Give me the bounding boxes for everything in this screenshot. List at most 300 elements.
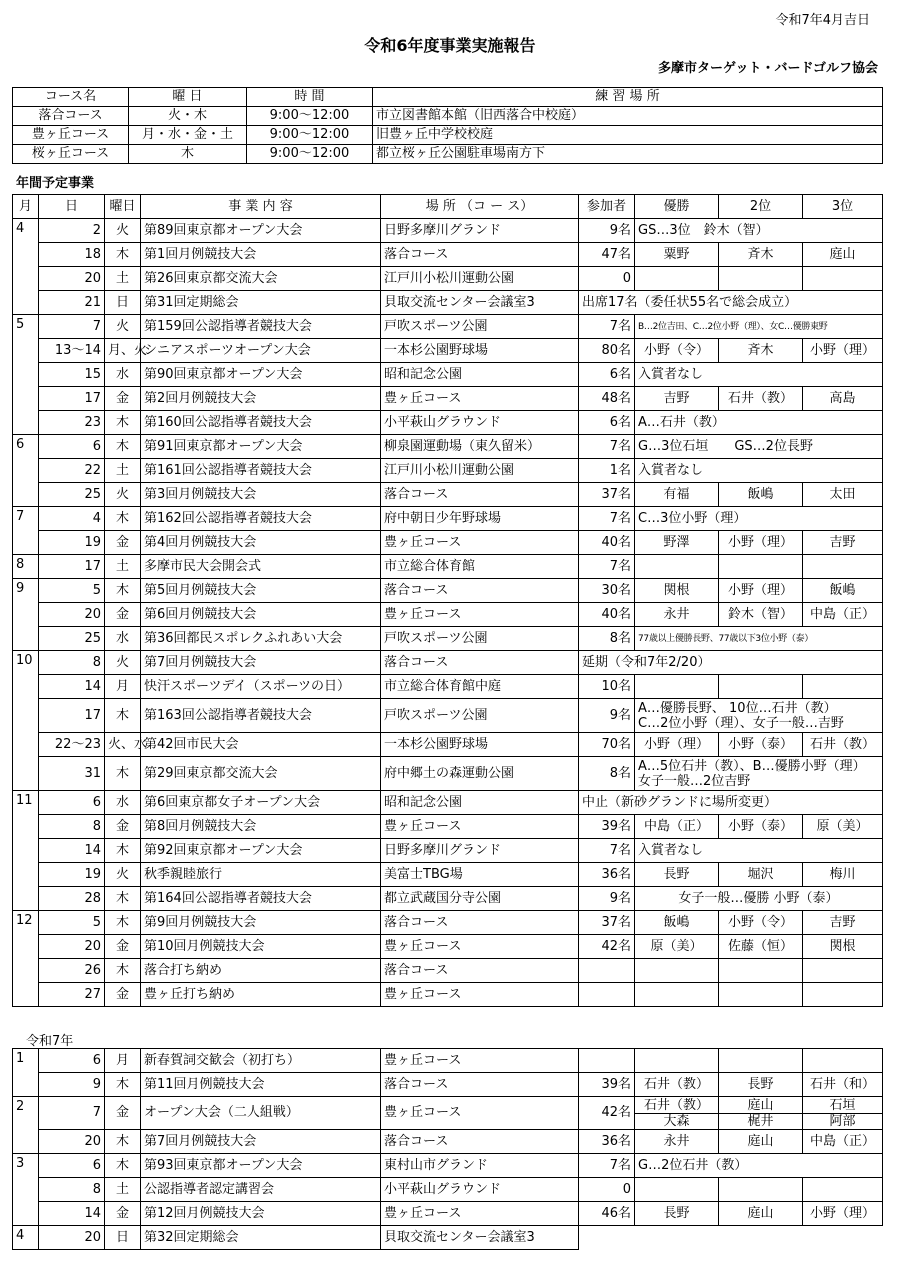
header-event: 事 業 内 容 (141, 195, 381, 219)
event-cell: 公認指導者認定講習会 (141, 1178, 381, 1202)
second-place-cell: 石井（教） (719, 387, 803, 411)
place-cell: 落合コース (381, 651, 579, 675)
schedule-row (13, 459, 883, 483)
day-cell: 17 (39, 699, 105, 733)
weekday-cell: 火 (105, 483, 141, 507)
second-place-cell: 小野（泰） (719, 815, 803, 839)
event-cell: 第11回月例競技大会 (141, 1073, 381, 1097)
day-cell: 20 (39, 1130, 105, 1154)
participants-cell: 40名 (579, 531, 635, 555)
place-cell: 豊ヶ丘コース (381, 387, 579, 411)
second-place-cell: 鈴木（智） (719, 603, 803, 627)
participants-cell: 39名 (579, 815, 635, 839)
result-note-line: A…優勝長野、 10位…石井（教） (638, 700, 837, 716)
event-cell: 第5回月例競技大会 (141, 579, 381, 603)
event-cell: 第6回月例競技大会 (141, 603, 381, 627)
event-cell: 第2回月例競技大会 (141, 387, 381, 411)
schedule-row (13, 315, 883, 339)
result-note-line: A…5位石井（教）、B…優勝小野（理） (638, 758, 866, 774)
course-days: 火・木 (129, 107, 247, 126)
course-days: 木 (129, 145, 247, 164)
day-cell: 5 (39, 911, 105, 935)
weekday-cell: 火 (105, 651, 141, 675)
weekday-cell: 金 (105, 935, 141, 959)
course-row (13, 126, 883, 145)
event-cell: 落合打ち納め (141, 959, 381, 983)
second-place-cell: 斉木 (719, 243, 803, 267)
place-cell: 府中郷土の森運動公園 (381, 757, 579, 791)
third-place-cell: 関根 (803, 935, 883, 959)
schedule-row (13, 815, 883, 839)
pair-player-b: 阿部 (803, 1113, 882, 1129)
weekday-cell: 木 (105, 887, 141, 911)
weekday-cell: 日 (105, 1226, 141, 1250)
second-place-cell (719, 675, 803, 699)
day-cell: 13～14 (39, 339, 105, 363)
day-cell: 4 (39, 507, 105, 531)
day-cell: 14 (39, 675, 105, 699)
month-cell: 11 (13, 791, 39, 911)
first-place-cell: 吉野 (635, 387, 719, 411)
participants-cell: 48名 (579, 387, 635, 411)
weekday-cell: 金 (105, 603, 141, 627)
event-cell: 豊ヶ丘打ち納め (141, 983, 381, 1007)
day-cell: 20 (39, 603, 105, 627)
place-cell: 落合コース (381, 483, 579, 507)
schedule-row (13, 1202, 883, 1226)
schedule-row (13, 699, 883, 733)
second-place-cell: 庭山 (719, 1130, 803, 1154)
third-place-cell: 中島（正） (803, 1130, 883, 1154)
schedule-row (13, 911, 883, 935)
place-cell: 落合コース (381, 959, 579, 983)
weekday-cell: 金 (105, 815, 141, 839)
place-cell: 日野多摩川グランド (381, 219, 579, 243)
weekday-cell: 木 (105, 699, 141, 733)
participants-cell: 7名 (579, 839, 635, 863)
course-table (12, 87, 883, 164)
first-place-cell (635, 1178, 719, 1202)
participants-cell: 7名 (579, 555, 635, 579)
month-cell: 5 (13, 315, 39, 435)
event-cell: 快汗スポーツデイ（スポーツの日） (141, 675, 381, 699)
third-place-cell: 小野（理） (803, 339, 883, 363)
weekday-cell: 水 (105, 791, 141, 815)
event-cell: 多摩市民大会開会式 (141, 555, 381, 579)
course-name: 落合コース (13, 107, 129, 126)
course-days: 月・水・金・土 (129, 126, 247, 145)
place-cell: 豊ヶ丘コース (381, 815, 579, 839)
day-cell: 20 (39, 1226, 105, 1250)
course-row (13, 107, 883, 126)
schedule-row (13, 411, 883, 435)
course-time: 9:00～12:00 (247, 145, 373, 164)
second-place-cell: 堀沢 (719, 863, 803, 887)
pair-cell (803, 1097, 883, 1130)
place-cell: 小平萩山グラウンド (381, 1178, 579, 1202)
header-participants: 参加者 (579, 195, 635, 219)
page-title: 令和6年度事業実施報告 (364, 36, 536, 55)
place-cell: 豊ヶ丘コース (381, 935, 579, 959)
event-cell: 第1回月例競技大会 (141, 243, 381, 267)
day-cell: 22～23 (39, 733, 105, 757)
month-cell: 9 (13, 579, 39, 651)
day-cell: 8 (39, 1178, 105, 1202)
weekday-cell: 日 (105, 291, 141, 315)
event-cell: 第89回東京都オープン大会 (141, 219, 381, 243)
day-cell: 22 (39, 459, 105, 483)
participants-cell: 9名 (579, 699, 635, 733)
day-cell: 5 (39, 579, 105, 603)
place-cell: 豊ヶ丘コース (381, 983, 579, 1007)
second-place-cell: 斉木 (719, 339, 803, 363)
participants-cell: 36名 (579, 863, 635, 887)
schedule-row (13, 363, 883, 387)
second-place-cell: 小野（理） (719, 531, 803, 555)
place-cell: 豊ヶ丘コース (381, 531, 579, 555)
header-second: 2位 (719, 195, 803, 219)
result-note-cell: 入賞者なし (635, 839, 883, 863)
third-place-cell (803, 983, 883, 1007)
place-cell: 東村山市グランド (381, 1154, 579, 1178)
schedule-row (13, 531, 883, 555)
schedule-row (13, 267, 883, 291)
weekday-cell: 水 (105, 627, 141, 651)
first-place-cell: 永井 (635, 1130, 719, 1154)
day-cell: 14 (39, 839, 105, 863)
weekday-cell: 金 (105, 1097, 141, 1130)
second-place-cell: 長野 (719, 1073, 803, 1097)
day-cell: 25 (39, 483, 105, 507)
third-place-cell: 中島（正） (803, 603, 883, 627)
weekday-cell: 火 (105, 315, 141, 339)
participants-cell: 7名 (579, 435, 635, 459)
result-note-cell: G…3位石垣 GS…2位長野 (635, 435, 883, 459)
result-note-cell: 延期（令和7年2/20） (579, 651, 883, 675)
third-place-cell (803, 1049, 883, 1073)
report-date: 令和7年4月吉日 (775, 13, 870, 28)
schedule-table (12, 194, 883, 1007)
event-cell: 第159回公認指導者競技大会 (141, 315, 381, 339)
place-cell: 落合コース (381, 1130, 579, 1154)
pair-player-a: 石垣 (829, 1097, 856, 1113)
participants-cell: 40名 (579, 603, 635, 627)
schedule-row (13, 675, 883, 699)
event-cell: 第162回公認指導者競技大会 (141, 507, 381, 531)
weekday-cell: 水 (105, 363, 141, 387)
day-cell: 6 (39, 791, 105, 815)
event-cell: 第10回月例競技大会 (141, 935, 381, 959)
first-place-cell (635, 1049, 719, 1073)
participants-cell (579, 1049, 635, 1073)
third-place-cell (803, 267, 883, 291)
day-cell: 7 (39, 315, 105, 339)
place-cell: 都立武蔵国分寺公園 (381, 887, 579, 911)
schedule-row (13, 935, 883, 959)
course-time: 9:00～12:00 (247, 107, 373, 126)
schedule-body (13, 195, 883, 1007)
result-note-cell: 女子一般…優勝 小野（泰） (635, 887, 883, 911)
pair-player-a: 庭山 (747, 1097, 774, 1113)
place-cell: 貝取交流センター会議室3 (381, 291, 579, 315)
event-cell: 第4回月例競技大会 (141, 531, 381, 555)
weekday-cell: 木 (105, 243, 141, 267)
month-cell: 8 (13, 555, 39, 579)
participants-cell: 0 (579, 1178, 635, 1202)
day-cell: 6 (39, 1154, 105, 1178)
result-note-cell: A…石井（教） (635, 411, 883, 435)
day-cell: 15 (39, 363, 105, 387)
schedule-row (13, 651, 883, 675)
place-cell: 市立総合体育館 (381, 555, 579, 579)
third-place-cell (803, 675, 883, 699)
schedule-row (13, 243, 883, 267)
place-cell: 美富士TBG場 (381, 863, 579, 887)
third-place-cell: 飯嶋 (803, 579, 883, 603)
first-place-cell: 粟野 (635, 243, 719, 267)
place-cell: 貝取交流センター会議室3 (381, 1226, 579, 1250)
place-cell: 一本杉公園野球場 (381, 733, 579, 757)
schedule-row (13, 1097, 883, 1130)
participants-cell: 39名 (579, 1073, 635, 1097)
first-place-cell: 石井（教） (635, 1073, 719, 1097)
weekday-cell: 金 (105, 531, 141, 555)
event-cell: 第6回東京都女子オープン大会 (141, 791, 381, 815)
result-note-cell: 77歳以上優勝長野、77歳以下3位小野（泰） (635, 627, 883, 651)
pair-cell (719, 1097, 803, 1130)
first-place-cell: 野澤 (635, 531, 719, 555)
schedule-section-label: 年間予定事業 (16, 176, 95, 191)
third-place-cell: 石井（和） (803, 1073, 883, 1097)
place-cell: 一本杉公園野球場 (381, 339, 579, 363)
weekday-cell: 土 (105, 1178, 141, 1202)
day-cell: 17 (39, 555, 105, 579)
third-place-cell (803, 959, 883, 983)
weekday-cell: 火 (105, 219, 141, 243)
weekday-cell: 土 (105, 459, 141, 483)
schedule-row (13, 757, 883, 791)
first-place-cell: 有福 (635, 483, 719, 507)
result-note-line: C…2位小野（理）、女子一般…吉野 (638, 715, 844, 731)
second-place-cell: 佐藤（恒） (719, 935, 803, 959)
first-place-cell (635, 675, 719, 699)
event-cell: オープン大会（二人組戦） (141, 1097, 381, 1130)
place-cell: 昭和記念公園 (381, 791, 579, 815)
place-cell: 昭和記念公園 (381, 363, 579, 387)
schedule-row (13, 603, 883, 627)
header-place: 場 所 （コ ー ス） (381, 195, 579, 219)
year2-label: 令和7年 (26, 1034, 74, 1049)
result-note-cell: 入賞者なし (635, 459, 883, 483)
day-cell: 26 (39, 959, 105, 983)
event-cell: 新春賀詞交歓会（初打ち） (141, 1049, 381, 1073)
day-cell: 23 (39, 411, 105, 435)
day-cell: 19 (39, 863, 105, 887)
result-note-cell (635, 699, 883, 733)
second-place-cell: 小野（理） (719, 579, 803, 603)
weekday-cell: 金 (105, 387, 141, 411)
participants-cell (579, 983, 635, 1007)
first-place-cell: 小野（令） (635, 339, 719, 363)
participants-cell: 6名 (579, 363, 635, 387)
third-place-cell: 梅川 (803, 863, 883, 887)
result-note-cell: 入賞者なし (635, 363, 883, 387)
participants-cell: 1名 (579, 459, 635, 483)
event-cell: 第164回公認指導者競技大会 (141, 887, 381, 911)
event-cell: 第92回東京都オープン大会 (141, 839, 381, 863)
event-cell: 第9回月例競技大会 (141, 911, 381, 935)
participants-cell: 8名 (579, 757, 635, 791)
event-cell: 第90回東京都オープン大会 (141, 363, 381, 387)
event-cell: 第163回公認指導者競技大会 (141, 699, 381, 733)
weekday-cell: 木 (105, 757, 141, 791)
place-cell: 落合コース (381, 579, 579, 603)
month-cell: 4 (13, 1226, 39, 1250)
weekday-cell: 土 (105, 555, 141, 579)
participants-cell: 37名 (579, 483, 635, 507)
day-cell: 17 (39, 387, 105, 411)
participants-cell: 6名 (579, 411, 635, 435)
day-cell: 6 (39, 1049, 105, 1073)
event-cell: 第160回公認指導者競技大会 (141, 411, 381, 435)
result-note-cell: C…3位小野（理） (635, 507, 883, 531)
second-place-cell (719, 959, 803, 983)
second-place-cell (719, 983, 803, 1007)
weekday-cell: 木 (105, 839, 141, 863)
day-cell: 8 (39, 815, 105, 839)
course-place: 市立図書館本館（旧西落合中校庭） (373, 107, 883, 126)
schedule-row (13, 339, 883, 363)
first-place-cell: 原（美） (635, 935, 719, 959)
course-header-days: 曜 日 (129, 88, 247, 107)
schedule-row (13, 219, 883, 243)
day-cell: 9 (39, 1073, 105, 1097)
weekday-cell: 火、水 (105, 733, 141, 757)
course-header-name: コース名 (13, 88, 129, 107)
schedule-row (13, 863, 883, 887)
header-day: 日 (39, 195, 105, 219)
event-cell: 第8回月例競技大会 (141, 815, 381, 839)
weekday-cell: 木 (105, 507, 141, 531)
header-weekday: 曜日 (105, 195, 141, 219)
schedule-table-2025 (12, 1048, 883, 1250)
course-header-row (13, 88, 883, 107)
day-cell: 8 (39, 651, 105, 675)
first-place-cell: 小野（理） (635, 733, 719, 757)
course-place: 旧豊ヶ丘中学校校庭 (373, 126, 883, 145)
result-note-cell: 中止（新砂グランドに場所変更） (579, 791, 883, 815)
result-note-cell: 出席17名（委任状55名で総会成立） (579, 291, 883, 315)
header-month: 月 (13, 195, 39, 219)
participants-cell: 42名 (579, 935, 635, 959)
second-place-cell: 小野（泰） (719, 733, 803, 757)
third-place-cell: 原（美） (803, 815, 883, 839)
day-cell: 19 (39, 531, 105, 555)
participants-cell: 8名 (579, 627, 635, 651)
third-place-cell: 小野（理） (803, 1202, 883, 1226)
month-cell: 12 (13, 911, 39, 1007)
weekday-cell: 金 (105, 1202, 141, 1226)
place-cell: 戸吹スポーツ公園 (381, 627, 579, 651)
schedule-row (13, 839, 883, 863)
participants-cell: 7名 (579, 507, 635, 531)
schedule-row (13, 1073, 883, 1097)
weekday-cell: 木 (105, 1073, 141, 1097)
third-place-cell (803, 555, 883, 579)
day-cell: 18 (39, 243, 105, 267)
weekday-cell: 月 (105, 675, 141, 699)
event-cell: 第26回東京都交流大会 (141, 267, 381, 291)
place-cell: 江戸川小松川運動公園 (381, 267, 579, 291)
course-row (13, 145, 883, 164)
third-place-cell: 庭山 (803, 243, 883, 267)
place-cell: 府中朝日少年野球場 (381, 507, 579, 531)
third-place-cell: 石井（教） (803, 733, 883, 757)
place-cell: 落合コース (381, 911, 579, 935)
schedule-row (13, 1226, 883, 1250)
course-name: 豊ヶ丘コース (13, 126, 129, 145)
day-cell: 2 (39, 219, 105, 243)
month-cell: 6 (13, 435, 39, 507)
day-cell: 31 (39, 757, 105, 791)
pair-player-b: 梶井 (719, 1113, 802, 1129)
organization-name: 多摩市ターゲット・バードゴルフ協会 (658, 61, 878, 76)
place-cell: 日野多摩川グランド (381, 839, 579, 863)
schedule-row (13, 579, 883, 603)
day-cell: 20 (39, 267, 105, 291)
schedule-row (13, 1130, 883, 1154)
schedule-row (13, 507, 883, 531)
result-note-cell: B…2位吉田、C…2位小野（理）、女C…優勝東野 (635, 315, 883, 339)
schedule-row (13, 555, 883, 579)
weekday-cell: 土 (105, 267, 141, 291)
header-first: 優勝 (635, 195, 719, 219)
weekday-cell: 木 (105, 911, 141, 935)
participants-cell: 80名 (579, 339, 635, 363)
first-place-cell: 長野 (635, 1202, 719, 1226)
first-place-cell: 関根 (635, 579, 719, 603)
month-cell: 1 (13, 1049, 39, 1097)
schedule-row (13, 1178, 883, 1202)
schedule-row (13, 627, 883, 651)
event-cell: 第36回都民スポレクふれあい大会 (141, 627, 381, 651)
schedule-row (13, 1049, 883, 1073)
place-cell: 江戸川小松川運動公園 (381, 459, 579, 483)
event-cell: 第91回東京都オープン大会 (141, 435, 381, 459)
place-cell: 豊ヶ丘コース (381, 1049, 579, 1073)
participants-cell: 46名 (579, 1202, 635, 1226)
participants-cell: 30名 (579, 579, 635, 603)
participants-cell: 36名 (579, 1130, 635, 1154)
event-cell: 第161回公認指導者競技大会 (141, 459, 381, 483)
participants-cell: 47名 (579, 243, 635, 267)
schedule-row (13, 983, 883, 1007)
participants-cell: 37名 (579, 911, 635, 935)
event-cell: 秋季親睦旅行 (141, 863, 381, 887)
weekday-cell: 金 (105, 983, 141, 1007)
place-cell: 柳泉園運動場（東久留米） (381, 435, 579, 459)
first-place-cell (635, 267, 719, 291)
event-cell: 第7回月例競技大会 (141, 651, 381, 675)
weekday-cell: 木 (105, 435, 141, 459)
result-note-cell (635, 757, 883, 791)
participants-cell: 10名 (579, 675, 635, 699)
event-cell: 第93回東京都オープン大会 (141, 1154, 381, 1178)
second-place-cell (719, 1178, 803, 1202)
third-place-cell: 太田 (803, 483, 883, 507)
participants-cell: 70名 (579, 733, 635, 757)
first-place-cell: 中島（正） (635, 815, 719, 839)
